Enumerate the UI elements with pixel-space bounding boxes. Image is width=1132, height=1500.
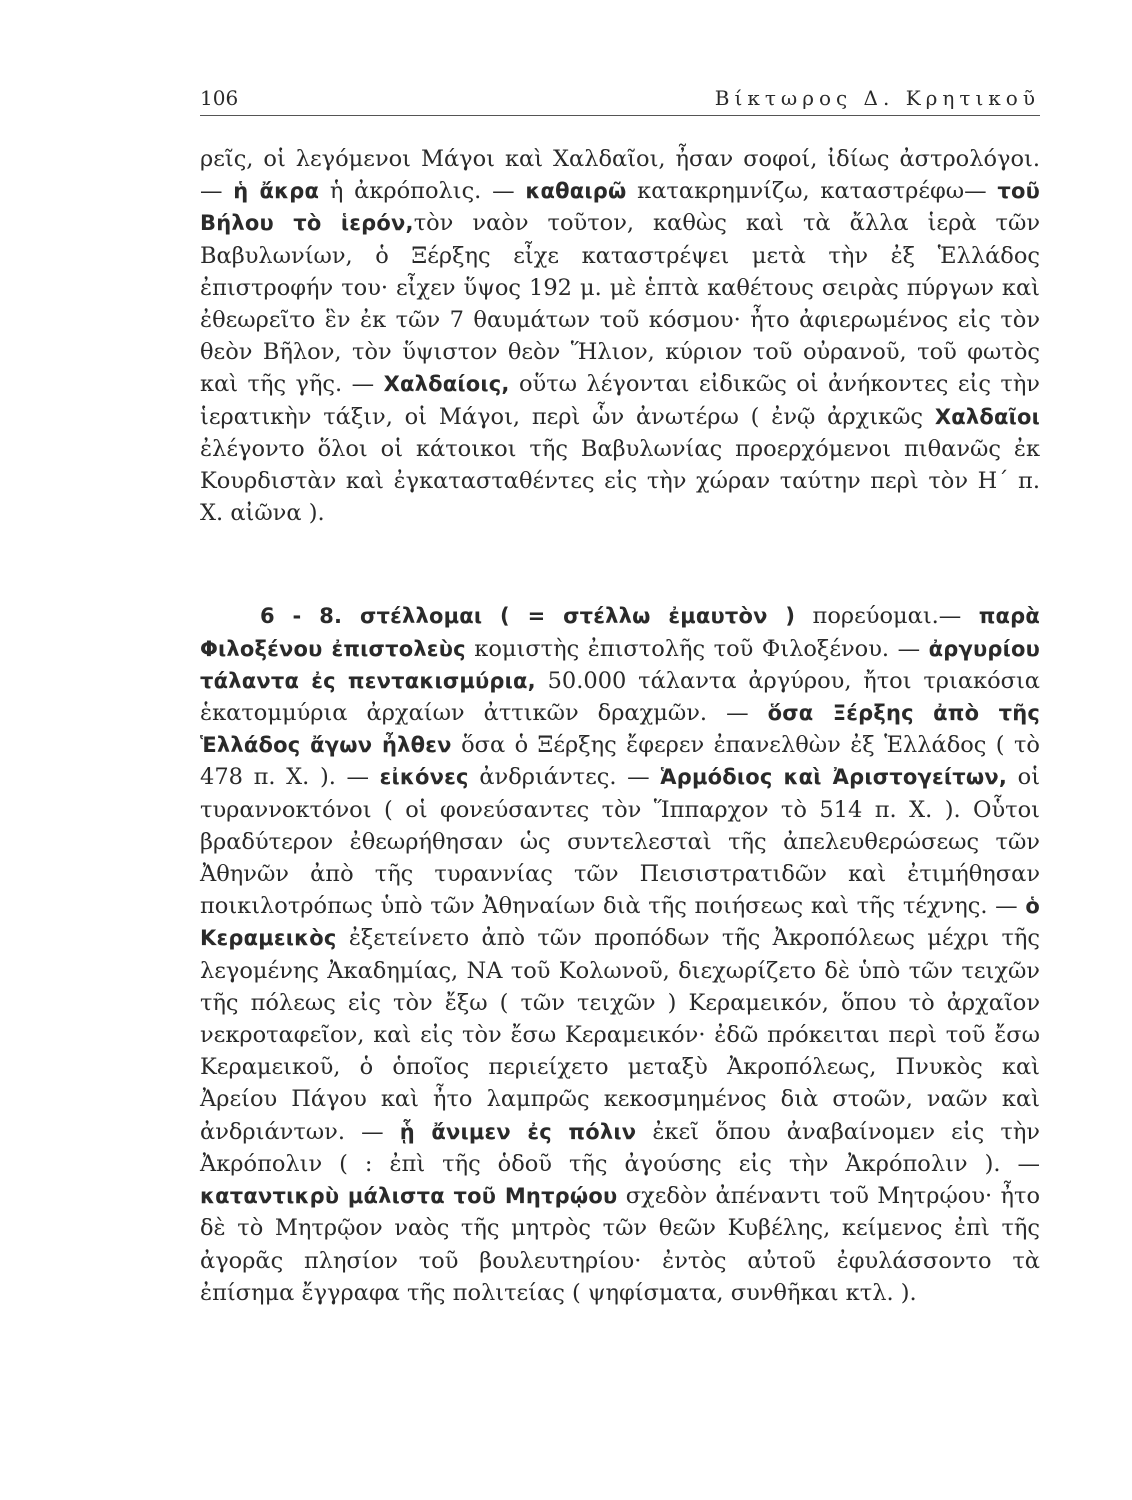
commentary-text: κομιστὴς ἐπιστολῆς τοῦ Φιλοξένου. — xyxy=(465,635,929,662)
paragraph-commentary-6-8 xyxy=(200,600,1040,1308)
commentary-text: οὕτω λέγονται εἰδικῶς οἱ ἀνήκοντες εἰς τὴν ἱερατικὴν τάξιν, οἱ Μάγοι, περὶ ὧν ἀνωτέρω ( ἐνῷ ἀρχικῶς xyxy=(200,371,1040,430)
lemma-term: Ἁρμόδιος καὶ Ἀριστογείτων, xyxy=(660,765,1008,790)
commentary-text: κατακρημνίζω, καταστρέφω— xyxy=(626,178,998,205)
lemma-term: Χαλδαῖοι xyxy=(934,404,1040,429)
lemma-term: ᾗ ἄνιμεν ἐς πόλιν xyxy=(399,1119,637,1144)
commentary-text: ἐλέγοντο ὅλοι οἱ κάτοικοι τῆς Βαβυλωνίας προερχόμενοι πιθανῶς ἐκ Κουρδιστὰν καὶ ἐγκατασταθέντες εἰς τὴν χώραν ταύτην περὶ τὸν Η΄ π. Χ. αἰῶνα ). xyxy=(200,435,1040,527)
lemma-term: ἀργυρίου τάλαντα ἐς πεντακισμύρια, xyxy=(200,636,1040,693)
commentary-text: ἀνδριάντες. — xyxy=(468,764,661,791)
paragraph-commentary-chaldeans xyxy=(200,143,1040,529)
lemma-term: ἡ ἄκρα xyxy=(233,179,320,204)
lemma-term: Χαλδαίοις, xyxy=(383,372,510,397)
commentary-text: οἱ τυραννοκτόνοι ( οἱ φονεύσαντες τὸν Ἵππαρχον τὸ 514 π. Χ. ). Οὗτοι βραδύτερον ἐθεωρήθησαν ὡς συντελεσταὶ τῆς ἀπελευθερώσεως τῶν Ἀθηνῶν ἀπὸ τῆς τυραννίας τῶν Πεισιστρατιδῶν καὶ ἐτιμήθησαν ποικιλοτρόπως ὑπὸ τῶν Ἀθηναίων διὰ τῆς ποιήσεως καὶ τῆς τέχνης. — xyxy=(200,764,1041,920)
lemma-term: καταντικρὺ μάλιστα τοῦ Μητρῴου xyxy=(200,1184,618,1209)
lemma-term: εἰκόνες xyxy=(379,765,469,790)
commentary-text: 50.000 τάλαντα ἀργύρου, ἤτοι τριακόσια ἑκατομμύρια ἀρχαίων ἀττικῶν δραχμῶν. — xyxy=(200,667,1040,727)
commentary-text: ἐξετείνετο ἀπὸ τῶν προπόδων τῆς Ἀκροπόλεως μέχρι τῆς λεγομένης Ἀκαδημίας, ΝΑ τοῦ Κολωνοῦ, διεχωρίζετο δὲ ὑπὸ τῶν τειχῶν τῆς πόλεως εἰς τὸν ἔξω ( τῶν τειχῶν ) Κεραμεικόν, ὅπου τὸ ἀρχαῖον νεκροταφεῖον, καὶ εἰς τὸν ἔσω Κεραμεικόν· ἐδῶ πρόκειται περὶ τοῦ ἔσω Κεραμεικοῦ, ὁ ὁποῖος περιείχετο μεταξὺ Ἀκροπόλεως, Πνυκὸς καὶ Ἀρείου Πάγου καὶ ἦτο λαμπρῶς κεκοσμημένος διὰ στοῶν, ναῶν καὶ ἀνδριάντων. — xyxy=(200,925,1040,1145)
lemma-term: παρὰ Φιλοξένου ἐπιστολεὺς xyxy=(200,604,1040,661)
commentary-text: σχεδὸν ἀπέναντι τοῦ Μητρῴου· ἦτο δὲ τὸ Μητρῷον ναὸς τῆς μητρὸς τῶν θεῶν Κυβέλης, κείμενος ἐπὶ τῆς ἀγορᾶς πλησίον τοῦ βουλευτηρίου· ἐντὸς αὐτοῦ ἐφυλάσσοντο τὰ ἐπίσημα ἔγγραφα τῆς πολιτείας ( ψηφίσματα, συνθῆκαι κτλ. ). xyxy=(200,1183,1040,1306)
lemma-term: 6 - 8. στέλλομαι ( = στέλλω ἐμαυτὸν ) xyxy=(260,604,796,629)
running-head xyxy=(200,85,1040,116)
body-text xyxy=(200,143,1040,1309)
commentary-text: ἐκεῖ ὅπου ἀναβαίνομεν εἰς τὴν Ἀκρόπολιν ( : ἐπὶ τῆς ὁδοῦ τῆς ἀγούσης εἰς τὴν Ἀκρόπολιν ). — xyxy=(200,1118,1040,1177)
lemma-term: καθαιρῶ xyxy=(525,179,627,204)
commentary-text: ὅσα ὁ Ξέρξης ἔφερεν ἐπανελθὼν ἐξ Ἑλλάδος ( τὸ 478 π. Χ. ). — xyxy=(200,732,1040,791)
commentary-text: ρεῖς, οἱ λεγόμενοι Μάγοι καὶ Χαλδαῖοι, ἦσαν σοφοί, ἰδίως ἀστρολόγοι. — xyxy=(200,146,1040,205)
commentary-text: ἡ ἀκρόπολις. — xyxy=(319,178,526,205)
commentary-text: πορεύομαι.— xyxy=(795,603,979,630)
running-title: Βίκτωρος Δ. Κρητικοῦ xyxy=(714,86,1040,110)
page-number: 106 xyxy=(200,86,239,110)
lemma-term: ὁ Κεραμεικὸς xyxy=(200,894,1040,951)
commentary-text: τὸν ναὸν τοῦτον, καθὼς καὶ τὰ ἄλλα ἱερὰ τῶν Βαβυλωνίων, ὁ Ξέρξης εἶχε καταστρέψει μετὰ τὴν ἐξ Ἑλλάδος ἐπιστροφήν του· εἶχεν ὕψος 192 μ. μὲ ἑπτὰ καθέτους σειρὰς πύργων καὶ ἐθεωρεῖτο ἓν ἐκ τῶν 7 θαυμάτων τοῦ κόσμου· ἦτο ἀφιερωμένος εἰς τὸν θεὸν Βῆλον, τὸν ὕψιστον θεὸν Ἥλιον, κύριον τοῦ οὐρανοῦ, τοῦ φωτὸς καὶ τῆς γῆς. — xyxy=(200,210,1040,398)
lemma-term: ὅσα Ξέρξης ἀπὸ τῆς Ἑλλάδος ἄγων ἦλθεν xyxy=(200,701,1040,758)
lemma-term: τοῦ Βήλου τὸ ἱερόν, xyxy=(200,179,1040,236)
